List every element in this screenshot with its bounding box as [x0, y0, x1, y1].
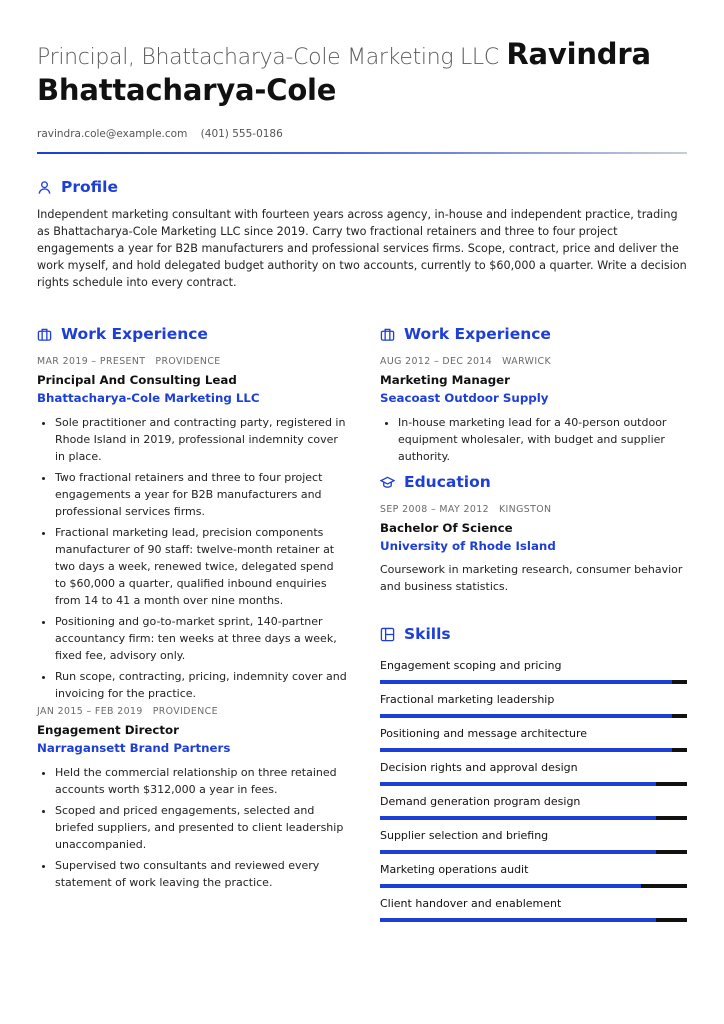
- skill-label: Fractional marketing leadership: [380, 693, 555, 706]
- skill-label: Client handover and enablement: [380, 897, 562, 910]
- job-location: PROVIDENCE: [152, 706, 218, 717]
- skill-item: [380, 659, 687, 693]
- education-heading: [380, 473, 687, 491]
- skill-bar-fill: [380, 850, 656, 854]
- job-entry: [380, 356, 687, 465]
- skill-label: Supplier selection and briefing: [380, 829, 549, 842]
- email[interactable]: ravindra.cole@example.com: [37, 128, 188, 140]
- work-experience-heading: [37, 325, 347, 343]
- skill-bar-fill: [380, 918, 656, 922]
- briefcase-icon: [380, 327, 395, 342]
- job-org: Seacoast Outdoor Supply: [380, 391, 549, 405]
- profile-heading: [37, 178, 687, 196]
- skill-bar: [380, 918, 687, 922]
- skill-item: [380, 727, 687, 761]
- work-experience-heading-text: Work Experience: [404, 325, 551, 343]
- skill-bar: [380, 714, 687, 718]
- education-meta: [380, 504, 687, 515]
- education-dates: SEP 2008 – MAY 2012: [380, 504, 489, 515]
- profile-section: [37, 178, 687, 291]
- job-org: Bhattacharya-Cole Marketing LLC: [37, 391, 260, 405]
- header-divider: [37, 152, 687, 154]
- education-text: Coursework in marketing research, consumer behavior and business statistics.: [380, 563, 683, 593]
- education-location: KINGSTON: [498, 504, 552, 515]
- job-org: Narragansett Brand Partners: [37, 741, 231, 755]
- job-meta: [37, 356, 347, 367]
- skill-bar: [380, 884, 687, 888]
- skills-list: [380, 659, 687, 931]
- skill-bar-fill: [380, 782, 656, 786]
- education-heading-text: Education: [404, 473, 491, 491]
- job-bullets: [380, 414, 687, 465]
- skills-section: [380, 625, 687, 931]
- skill-item: [380, 829, 687, 863]
- profile-heading-text: Profile: [61, 178, 118, 196]
- job-bullet: • Two fractional retainers and three to four project engagements a year for B2B manufacturers and professional services firms.: [55, 469, 347, 520]
- briefcase-icon: [37, 327, 52, 342]
- left-column: [37, 325, 347, 895]
- skill-item: [380, 693, 687, 727]
- graduation-cap-icon: [380, 475, 395, 490]
- skill-item: [380, 795, 687, 829]
- education-section: [380, 473, 687, 595]
- job-location: WARWICK: [502, 356, 551, 367]
- degree: Bachelor Of Science: [380, 521, 513, 535]
- skill-bar-fill: [380, 816, 656, 820]
- job-title: Principal, Bhattacharya-Cole Marketing LLC: [37, 45, 499, 70]
- job-bullet: • Held the commercial relationship on three retained accounts worth $312,000 a year in fees.: [55, 764, 347, 798]
- header-title-line: [37, 38, 687, 108]
- skill-item: [380, 761, 687, 795]
- job-meta: [37, 706, 347, 717]
- skill-label: Engagement scoping and pricing: [380, 659, 562, 672]
- job-bullets: [37, 764, 347, 891]
- job-bullet: • Run scope, contracting, pricing, indemnity cover and invoicing for the practice.: [55, 668, 347, 702]
- job-dates: MAR 2019 – PRESENT: [37, 356, 146, 367]
- school: University of Rhode Island: [380, 539, 556, 553]
- skill-bar-fill: [380, 884, 641, 888]
- work-experience-heading: [380, 325, 687, 343]
- skill-item: [380, 863, 687, 897]
- job-bullets: [37, 414, 347, 702]
- skills-heading-text: Skills: [404, 625, 451, 643]
- job-dates: AUG 2012 – DEC 2014: [380, 356, 493, 367]
- job-role: Principal And Consulting Lead: [37, 373, 237, 387]
- job-dates: JAN 2015 – FEB 2019: [37, 706, 143, 717]
- job-meta: [380, 356, 687, 367]
- skill-bar: [380, 782, 687, 786]
- skill-bar-fill: [380, 748, 672, 752]
- last-name: Bhattacharya-Cole: [37, 73, 337, 107]
- job-bullet: • Fractional marketing lead, precision components manufacturer of 90 staff: twelve-month retainer at two days a week, renewed twice, delegated spend to $60,000 a quarter, qualified inbound enquiries from 14 to 41 a month over nine months.: [55, 524, 347, 609]
- job-bullet: • Positioning and go-to-market sprint, 140-partner accountancy firm: ten weeks at three days a week, fixed fee, advisory only.: [55, 613, 347, 664]
- skill-label: Positioning and message architecture: [380, 727, 588, 740]
- job-role: Engagement Director: [37, 723, 179, 737]
- job-entry: [37, 356, 347, 702]
- skills-grid-icon: [380, 627, 395, 642]
- skill-bar-fill: [380, 680, 672, 684]
- job-location: PROVIDENCE: [155, 356, 221, 367]
- contact-info: [37, 128, 687, 140]
- skill-bar: [380, 748, 687, 752]
- skill-bar: [380, 680, 687, 684]
- job-bullet: • Sole practitioner and contracting party, registered in Rhode Island in 2019, professional indemnity cover in place.: [55, 414, 347, 465]
- right-column: [380, 325, 687, 931]
- user-icon: [37, 180, 52, 195]
- profile-text: Independent marketing consultant with fourteen years across agency, in-house and independent practice, trading as Bhattacharya-Cole Marketing LLC since 2019. Carry two fractional retainers and three to four project engagements a year for B2B manufacturers and professional services firms. Scope, contract, price and deliver the work myself, and hold delegated budget authority on two accounts, currently to $60,000 a quarter. Write a decision rights schedule into every contract.: [37, 208, 687, 289]
- job-entry: [37, 706, 347, 891]
- skill-bar-fill: [380, 714, 672, 718]
- work-experience-heading-text: Work Experience: [61, 325, 208, 343]
- job-bullet: • Supervised two consultants and reviewed every statement of work leaving the practice.: [55, 857, 347, 891]
- first-name: Ravindra: [506, 37, 651, 71]
- skill-item: [380, 897, 687, 931]
- skill-bar: [380, 816, 687, 820]
- phone: (401) 555-0186: [200, 128, 283, 140]
- skill-label: Decision rights and approval design: [380, 761, 578, 774]
- job-bullet: • Scoped and priced engagements, selected and briefed suppliers, and presented to client leadership unaccompanied.: [55, 802, 347, 853]
- job-role: Marketing Manager: [380, 373, 511, 387]
- resume-header: [37, 38, 687, 291]
- skill-label: Demand generation program design: [380, 795, 581, 808]
- skill-bar: [380, 850, 687, 854]
- job-bullet: • In-house marketing lead for a 40-person outdoor equipment wholesaler, with budget and supplier authority.: [398, 414, 687, 465]
- skill-label: Marketing operations audit: [380, 863, 529, 876]
- skills-heading: [380, 625, 687, 643]
